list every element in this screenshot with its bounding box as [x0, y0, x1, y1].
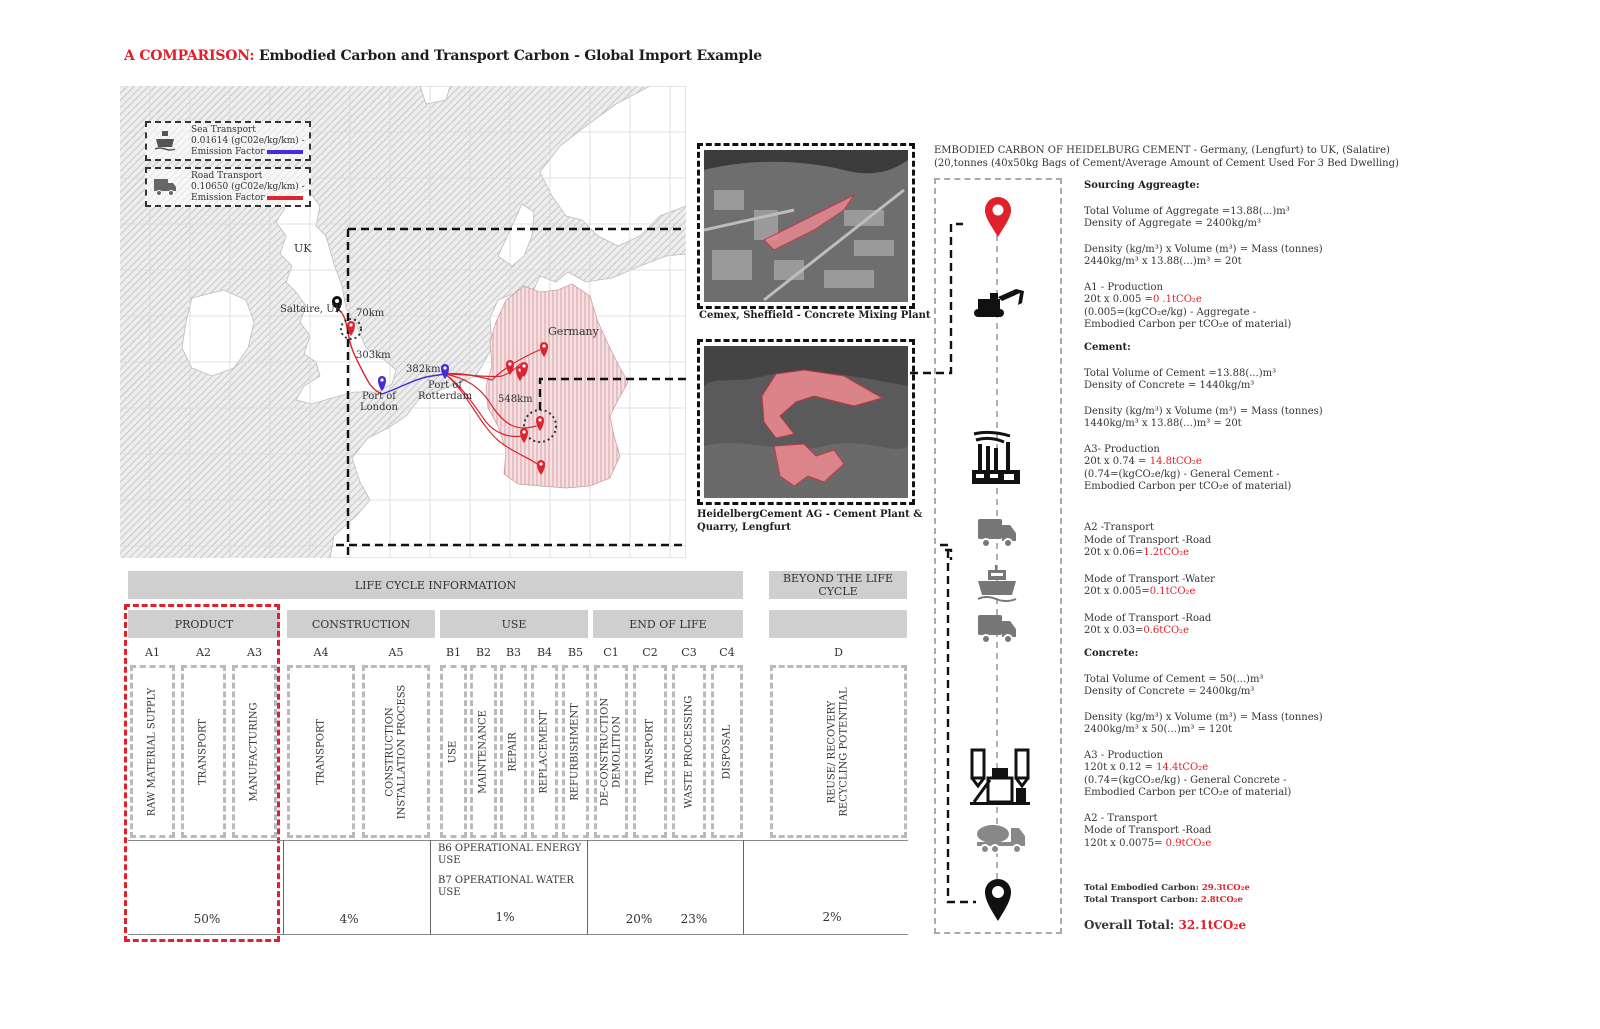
- calc-value: 0.6tCO₂e: [1143, 625, 1190, 636]
- calc-text: 20t x 0.005 =: [1084, 294, 1153, 305]
- concrete-line: Density of Concrete = 2400kg/m³: [1084, 686, 1255, 697]
- page-title: [124, 48, 762, 64]
- beyond-line2: CYCLE: [818, 585, 858, 598]
- location-pin-red-icon: [984, 196, 1012, 238]
- label-port-rotterdam-line1: Port of: [428, 380, 463, 391]
- stage-label-text: CONSTRUCTION: [384, 706, 395, 797]
- cement-heading: Cement:: [1084, 342, 1131, 353]
- label-port-london: [360, 391, 398, 413]
- stage-label: [191, 670, 217, 833]
- distance-548km: 548km: [498, 394, 533, 405]
- cement-line: Total Volume of Cement =13.88(...)m³: [1084, 367, 1277, 379]
- sourcing-line: Density (kg/m³) x Volume (m³) = Mass (tonnes): [1084, 243, 1323, 255]
- transport-mode-road: Mode of Transport -Road: [1084, 612, 1212, 624]
- cemex-caption: Cemex, Sheffield - Concrete Mixing Plant: [699, 310, 931, 321]
- excavator-icon: [972, 287, 1028, 319]
- cement-transport-section: [1084, 522, 1215, 638]
- stage-code: B5: [567, 646, 584, 659]
- transport-calc-road-2: [1084, 625, 1215, 638]
- truck-icon: [153, 175, 177, 199]
- b7-line2: USE: [438, 887, 461, 898]
- ship-icon: [153, 129, 177, 153]
- overall-total: [1084, 919, 1246, 932]
- stage-label-text: REUSE/ RECOVERY: [826, 700, 838, 803]
- sourcing-line: Total Volume of Aggregate =13.88(...)m³: [1084, 205, 1290, 217]
- group-beyond-empty: [769, 610, 907, 638]
- percentage-beyond: 2%: [822, 910, 842, 924]
- stage-label: [598, 670, 624, 833]
- label-port-london-line1: Port of: [361, 391, 396, 402]
- stage-label: [637, 670, 663, 833]
- sourcing-line: (0.005=(kgCO₂e/kg) - Aggregate -: [1084, 306, 1257, 318]
- label-uk: UK: [294, 242, 312, 255]
- concrete-transport-calc: [1084, 838, 1323, 851]
- overall-total-value: 32.1tCO₂e: [1178, 918, 1247, 932]
- label-port-london-line2: London: [360, 402, 398, 413]
- sourcing-a1-calc: [1084, 294, 1323, 307]
- stage-label-text: REPLACEMENT: [538, 709, 550, 794]
- stage-label-text: TRANSPORT: [197, 718, 209, 785]
- row-separator: [430, 840, 431, 934]
- calc-text: 20t x 0.74 =: [1084, 456, 1150, 467]
- stage-label-text: DISPOSAL: [721, 724, 732, 779]
- sourcing-heading: Sourcing Aggreagte:: [1084, 180, 1200, 191]
- concrete-transport-mode: Mode of Transport -Road: [1084, 825, 1212, 836]
- stage-label: [242, 670, 268, 833]
- stage-label-text: TRANSPORT: [315, 718, 326, 785]
- stage-label-text: TRANSPORT: [644, 718, 655, 785]
- legend-road-transport: [145, 167, 311, 207]
- stage-code: B2: [475, 646, 492, 659]
- calc-value: 0.1tCO₂e: [1149, 586, 1196, 597]
- life-cycle-information-header: LIFE CYCLE INFORMATION: [128, 571, 743, 599]
- totals-section: [1084, 882, 1250, 906]
- sourcing-line: Embodied Carbon per tCO₂e of material): [1084, 319, 1292, 330]
- group-product: PRODUCT: [128, 610, 280, 638]
- factory-icon: [970, 430, 1022, 486]
- calc-text: 20t x 0.03=: [1084, 625, 1144, 636]
- stage-code: C2: [642, 646, 658, 659]
- stage-code: A2: [196, 646, 211, 659]
- transport-heading: A2 -Transport: [1084, 522, 1154, 533]
- cemex-aerial-photo: [704, 150, 908, 302]
- transport-mode-water: Mode of Transport -Water: [1084, 573, 1215, 585]
- row-separator: [587, 840, 588, 934]
- heidelberg-caption-line1: HeidelbergCement AG - Cement Plant &: [697, 509, 923, 520]
- stage-label-text: INSTALLATION PROCESS: [396, 684, 407, 819]
- stage-code: C3: [681, 646, 697, 659]
- b7-operational-water: [438, 875, 574, 899]
- stage-code: A4: [313, 646, 329, 659]
- calc-text: 120t x 0.12 =: [1084, 762, 1157, 773]
- calc-text: 20t x 0.06=: [1084, 547, 1144, 558]
- b6-line1: B6 OPERATIONAL ENERGY: [438, 843, 582, 854]
- title-text: Embodied Carbon and Transport Carbon - Global Import Example: [259, 48, 762, 64]
- stage-label-text: RAW MATERIAL SUPPLY: [146, 687, 158, 816]
- concrete-line: 2400kg/m³ x 50(...)m³ = 120t: [1084, 724, 1233, 735]
- legend-sea-swatch: [267, 150, 303, 154]
- total-label: Total Embodied Carbon:: [1084, 883, 1202, 893]
- stage-code: D: [834, 646, 843, 659]
- concrete-a3-calc: [1084, 762, 1323, 775]
- legend-road-mode: Road Transport: [191, 171, 263, 181]
- stage-label-text: MAINTENANCE: [477, 709, 489, 794]
- cement-line: A3- Production: [1084, 443, 1160, 455]
- heidelberg-aerial-photo: [704, 346, 908, 498]
- label-germany: Germany: [548, 325, 599, 338]
- total-value: 29.3tCO₂e: [1201, 883, 1250, 893]
- heidelberg-caption-line2: Quarry, Lengfurt: [697, 522, 791, 533]
- europe-map: [120, 86, 686, 558]
- stage-label-text: REFURBISHMENT: [569, 702, 581, 801]
- label-port-rotterdam-line2: Rotterdam: [418, 391, 473, 402]
- stage-label: [532, 670, 558, 833]
- overall-total-label: Overall Total:: [1084, 918, 1179, 932]
- percentage-construction: 4%: [339, 912, 359, 926]
- bottom-row-bottom-rule: [128, 934, 908, 935]
- stage-code: A5: [388, 646, 404, 659]
- cemex-photo-frame: [697, 143, 915, 309]
- calc-text: 20t x 0.005=: [1084, 586, 1150, 597]
- calc-value: 14.8tCO₂e: [1149, 456, 1202, 467]
- distance-382km: 382km: [406, 364, 441, 375]
- concrete-line: Total Volume of Cement = 50(...)m³: [1084, 673, 1264, 685]
- stage-label-text: REPAIR: [507, 731, 519, 772]
- stage-label: [563, 670, 589, 833]
- group-construction: CONSTRUCTION: [287, 610, 435, 638]
- stage-label: [676, 670, 702, 833]
- calc-value: 0 .1tCO₂e: [1152, 294, 1202, 305]
- truck-icon: [977, 517, 1017, 549]
- label-port-rotterdam: [418, 380, 472, 402]
- b6-line2: USE: [438, 855, 461, 866]
- concrete-line: Density (kg/m³) x Volume (m³) = Mass (tonnes): [1084, 711, 1323, 723]
- cement-line: Density (kg/m³) x Volume (m³) = Mass (tonnes): [1084, 405, 1323, 417]
- stage-code: B4: [536, 646, 553, 659]
- group-end-of-life: END OF LIFE: [593, 610, 743, 638]
- stage-label-text: USE: [447, 740, 459, 763]
- stage-label: [441, 670, 467, 833]
- sourcing-line: 2440kg/m³ x 13.88(...)m³ = 20t: [1084, 256, 1242, 267]
- row-separator: [743, 840, 744, 934]
- cement-line: 1440kg/m³ x 13.88(...)m³ = 20t: [1084, 418, 1242, 429]
- location-pin-black-icon: [984, 878, 1012, 922]
- b7-line1: B7 OPERATIONAL WATER: [438, 875, 574, 886]
- stage-label-text: MANUFACTURING: [248, 702, 260, 801]
- transport-mode-road: Mode of Transport -Road: [1084, 534, 1212, 546]
- total-transport-carbon: [1084, 894, 1250, 906]
- percentage-use: 1%: [495, 910, 515, 924]
- concrete-line: A3 - Production: [1084, 749, 1163, 761]
- legend-road-swatch: [267, 196, 303, 200]
- sourcing-line: A1 - Production: [1084, 281, 1163, 293]
- calc-value: 14.4tCO₂e: [1156, 762, 1209, 773]
- embodied-carbon-heading: [934, 144, 1399, 170]
- stage-code: C1: [603, 646, 619, 659]
- heading-line1: EMBODIED CARBON OF HEIDELBURG CEMENT - Germany, (Lengfurt) to UK, (Salatire): [934, 145, 1390, 156]
- stage-code: A1: [145, 646, 160, 659]
- legend-road-factor: 0.10650 (gC02e/kg/km) -: [191, 182, 305, 192]
- sourcing-line: Density of Aggregate = 2400kg/m³: [1084, 218, 1261, 229]
- concrete-line: (0.74=(kgCO₂e/kg) - General Concrete -: [1084, 774, 1287, 786]
- total-embodied-carbon: [1084, 882, 1250, 894]
- legend-sea-mode: Sea Transport: [191, 125, 256, 135]
- group-use: USE: [440, 610, 588, 638]
- calc-value: 1.2tCO₂e: [1143, 547, 1190, 558]
- stage-label-text: DEMOLITION: [611, 715, 622, 788]
- transport-calc-water: [1084, 586, 1215, 599]
- title-prefix: A COMPARISON:: [124, 48, 255, 64]
- distance-70km: 70km: [356, 308, 385, 319]
- total-value: 2.8tCO₂e: [1200, 895, 1243, 905]
- heidelberg-photo-frame: [697, 339, 915, 505]
- heidelberg-caption: [697, 508, 922, 534]
- heading-line2: (20,tonnes (40x50kg Bags of Cement/Average Amount of Cement Used For 3 Bed Dwelling): [934, 158, 1399, 169]
- stage-label-text: WASTE PROCESSING: [683, 695, 694, 808]
- stage-label: [383, 670, 409, 833]
- label-saltaire: Saltaire, UK: [280, 304, 343, 315]
- distance-303km: 303km: [356, 350, 391, 361]
- transport-calc-road-1: [1084, 547, 1215, 560]
- sourcing-aggregate-section: [1084, 180, 1323, 332]
- legend-sea-label: Emission Factor: [191, 147, 265, 157]
- percentage-c3-c4: 23%: [680, 912, 708, 926]
- concrete-line: Embodied Carbon per tCO₂e of material): [1084, 787, 1292, 798]
- beyond-line1: BEYOND THE LIFE: [782, 572, 894, 585]
- legend-sea-factor: 0.01614 (gC02e/kg/km) -: [191, 136, 305, 146]
- stage-code: B1: [445, 646, 462, 659]
- stage-label-text: DE-CONSTRUCTION: [599, 697, 610, 806]
- stage-label: [714, 670, 740, 833]
- total-label: Total Transport Carbon:: [1084, 895, 1201, 905]
- bottom-row-top-rule: [128, 840, 908, 841]
- beyond-life-cycle-header: [769, 571, 907, 599]
- stage-label-text: RECYCLING POTENTIAL: [838, 686, 850, 817]
- cement-a3-calc: [1084, 456, 1323, 469]
- percentage-c1-c2: 20%: [625, 912, 653, 926]
- concrete-section: [1084, 648, 1323, 850]
- legend-road-label: Emission Factor: [191, 193, 265, 203]
- concrete-transport-heading: A2 - Transport: [1084, 812, 1158, 824]
- row-separator: [283, 840, 284, 934]
- stage-code: A3: [247, 646, 262, 659]
- stage-label: [471, 670, 497, 833]
- stage-label: [308, 670, 334, 833]
- legend-sea-transport: [145, 121, 311, 161]
- stage-label: [826, 670, 852, 833]
- b6-operational-energy: [438, 843, 581, 867]
- calc-text: 120t x 0.0075=: [1084, 837, 1166, 849]
- stage-code: B3: [505, 646, 522, 659]
- cement-line: Density of Concrete = 1440kg/m³: [1084, 380, 1255, 391]
- truck-icon: [977, 613, 1017, 645]
- cement-line: (0.74=(kgCO₂e/kg) - General Cement -: [1084, 468, 1280, 480]
- cement-line: Embodied Carbon per tCO₂e of material): [1084, 481, 1292, 492]
- calc-value: 0.9tCO₂e: [1165, 837, 1212, 849]
- stage-label: [140, 670, 166, 833]
- stage-code: C4: [719, 646, 735, 659]
- concrete-heading: Concrete:: [1084, 648, 1139, 659]
- ship-icon: [976, 565, 1018, 605]
- cement-section: [1084, 342, 1323, 494]
- concrete-plant-icon: [968, 748, 1032, 806]
- percentage-product: 50%: [193, 912, 221, 926]
- cement-mixer-truck-icon: [975, 822, 1027, 854]
- stage-label: [501, 670, 527, 833]
